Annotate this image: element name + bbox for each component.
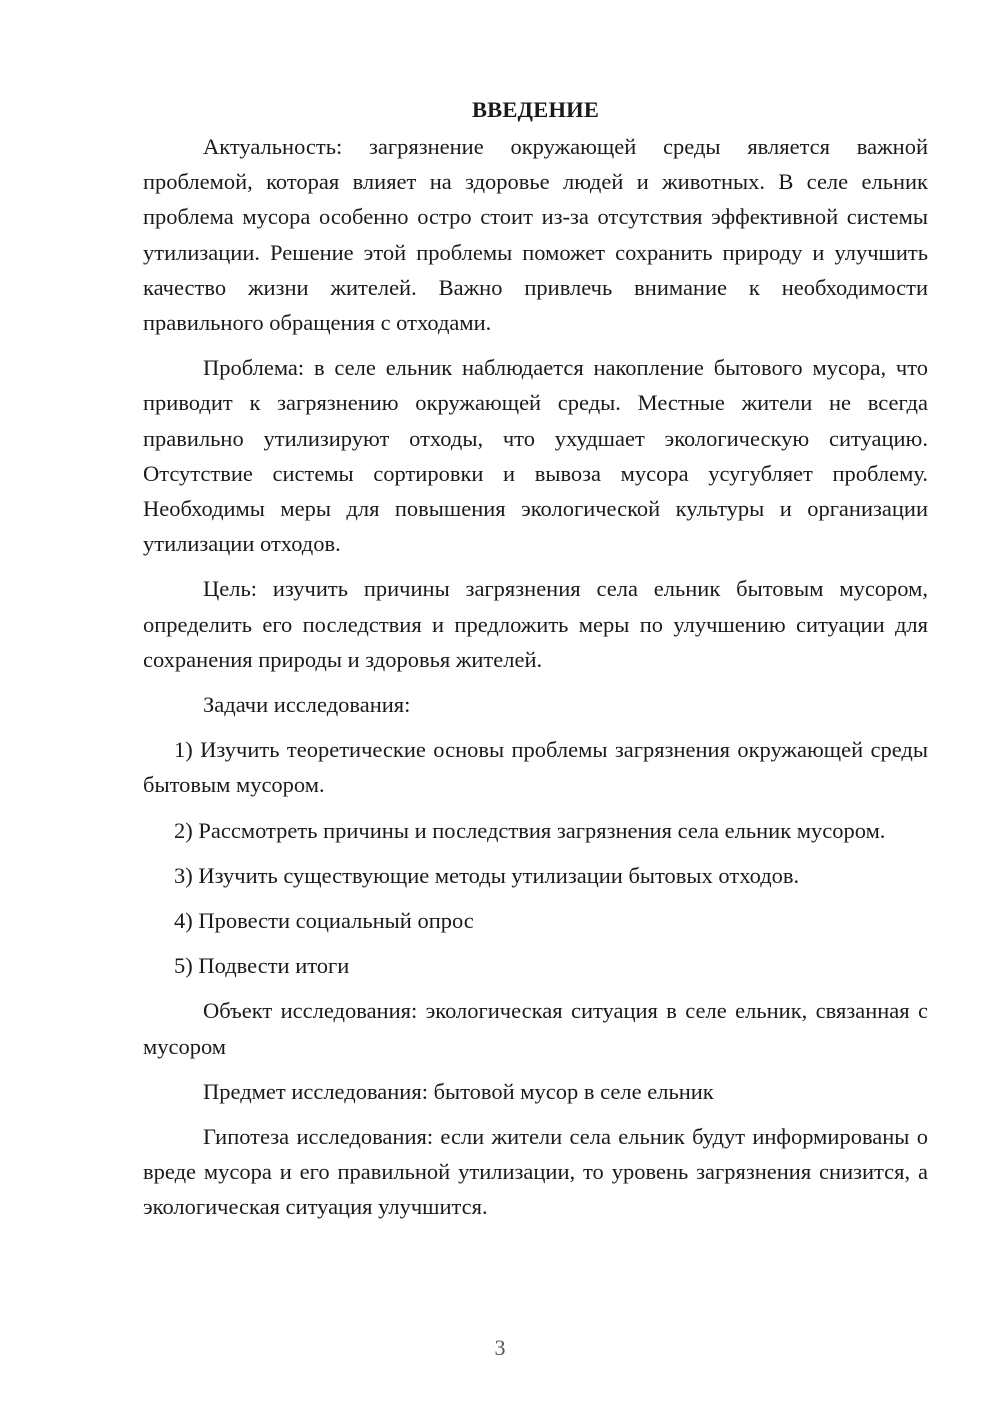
task-item-4: 4) Провести социальный опрос (174, 908, 474, 934)
tasks-heading: Задачи исследования: (203, 692, 411, 718)
paragraph-problem: Проблема: в селе ельник наблюдается накопление бытового мусора, что приводит к загрязнению окружающей среды. Местные жители не всегда правильно утилизируют отходы, что ухудшает экологическую ситуацию. Отсутствие системы сортировки и вывоза мусора усугубляет проблему. Необходимы меры для повышения экологической культуры и организации утилизации отходов. (143, 355, 928, 557)
paragraph-goal: Цель: изучить причины загрязнения села ельник бытовым мусором, определить его последствия и предложить меры по улучшению ситуации для сохранения природы и здоровья жителей. (143, 576, 928, 672)
task-item-1: 1) Изучить теоретические основы проблемы загрязнения окружающей среды бытовым мусором. (143, 737, 928, 798)
page-title: ВВЕДЕНИЕ (471, 97, 600, 122)
paragraph-subject: Предмет исследования: бытовой мусор в селе ельник (203, 1078, 714, 1104)
document-page (143, 92, 928, 1235)
task-item-5: 5) Подвести итоги (174, 953, 350, 979)
task-item-2: 2) Рассмотреть причины и последствия загрязнения села ельник мусором. (174, 817, 886, 843)
paragraph-object: Объект исследования: экологическая ситуация в селе ельник, связанная с мусором (143, 998, 928, 1059)
task-item-3: 3) Изучить существующие методы утилизации бытовых отходов. (174, 862, 800, 888)
paragraph-hypothesis: Гипотеза исследования: если жители села ельник будут информированы о вреде мусора и его правильной утилизации, то уровень загрязнения снизится, а экологическая ситуация улучшится. (143, 1124, 928, 1220)
paragraph-relevance: Актуальность: загрязнение окружающей среды является важной проблемой, которая влияет на здоровье людей и животных. В селе ельник проблема мусора особенно остро стоит из-за отсутствия эффективной системы утилизации. Решение этой проблемы поможет сохранить природу и улучшить качество жизни жителей. Важно привлечь внимание к необходимости правильного обращения с отходами. (143, 134, 928, 336)
page-number: 3 (494, 1335, 506, 1360)
